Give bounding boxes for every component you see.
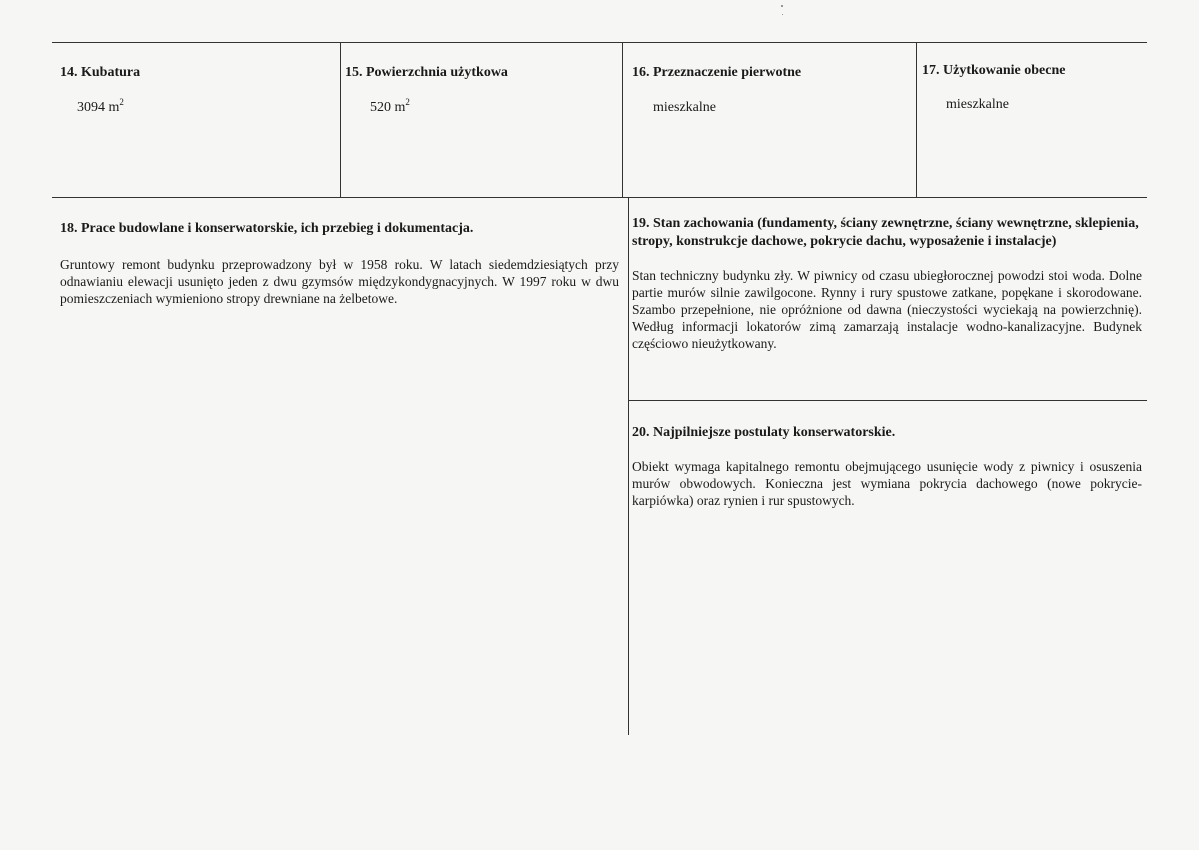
field-label: 14. Kubatura: [60, 65, 141, 80]
field-17-uzytkowanie: [922, 62, 1147, 114]
field-value: mieszkalne: [946, 97, 1009, 112]
area-value: 520 m: [370, 100, 406, 115]
field-label: 15. Powierzchnia użytkowa: [345, 65, 508, 80]
field-18-prace-budowlane: [60, 220, 619, 307]
divider-18-19: [628, 197, 629, 735]
unit-superscript: 2: [405, 97, 410, 107]
field-value: [60, 99, 330, 117]
volume-value: 3094 m: [77, 100, 120, 115]
field-15-powierzchnia: [345, 64, 615, 117]
field-19-stan-zachowania: [632, 215, 1142, 352]
middle-rule: [52, 197, 1147, 198]
divider-16-17: [916, 42, 917, 197]
field-label: 16. Przeznaczenie pierwotne: [632, 65, 802, 80]
field-16-przeznaczenie: [632, 64, 912, 117]
top-rule: [52, 42, 1147, 43]
divider-14-15: [340, 42, 341, 197]
scan-speck: [782, 14, 783, 15]
scan-speck: [781, 5, 783, 7]
field-label: 18. Prace budowlane i konserwatorskie, ich przebieg i dokumentacja.: [60, 221, 474, 236]
field-label: 20. Najpilniejsze postulaty konserwatorskie.: [632, 425, 896, 440]
field-label: 17. Użytkowanie obecne: [922, 63, 1066, 78]
field-value: mieszkalne: [653, 100, 716, 115]
unit-superscript: 2: [119, 97, 124, 107]
field-value: [345, 99, 615, 117]
field-14-kubatura: [60, 64, 330, 117]
field-text: Obiekt wymaga kapitalnego remontu obejmującego usunięcie wody z piwnicy i osuszenia murów obwodowych. Konieczna jest wymiana pokrycia dachowego (nowe pokrycie- karpiówka) oraz rynien i rur spustowych.: [632, 459, 1142, 508]
field-label: 19. Stan zachowania (fundamenty, ściany zewnętrzne, ściany wewnętrzne, sklepienia, stropy, konstrukcje dachowe, pokrycie dachu, wyposażenie i instalacje): [632, 216, 1139, 249]
field-20-postulaty: [632, 424, 1142, 509]
divider-15-16: [622, 42, 623, 197]
section-19-20-rule: [628, 400, 1147, 401]
field-text: Stan techniczny budynku zły. W piwnicy od czasu ubiegłorocznej powodzi stoi woda. Dolne partie murów silnie zawilgocone. Rynny i rury spustowe zatkane, popękane i skorodowane. Szambo przepełnione, nie opróżnione od dawna (nieczystości wyciekają na powierzchnię). Według informacji lokatorów zimą zamarzają instalacje wodno-kanalizacyjne. Budynek częściowo nieużytkowany.: [632, 268, 1142, 351]
field-text: Gruntowy remont budynku przeprowadzony był w 1958 roku. W latach siedemdziesiątych przy odnawianiu elewacji usunięto jeden z dwu gzymsów międzykondygnacyjnych. W 1997 roku w dwu pomieszczeniach wymieniono stropy drewniane na żelbetowe.: [60, 257, 619, 306]
